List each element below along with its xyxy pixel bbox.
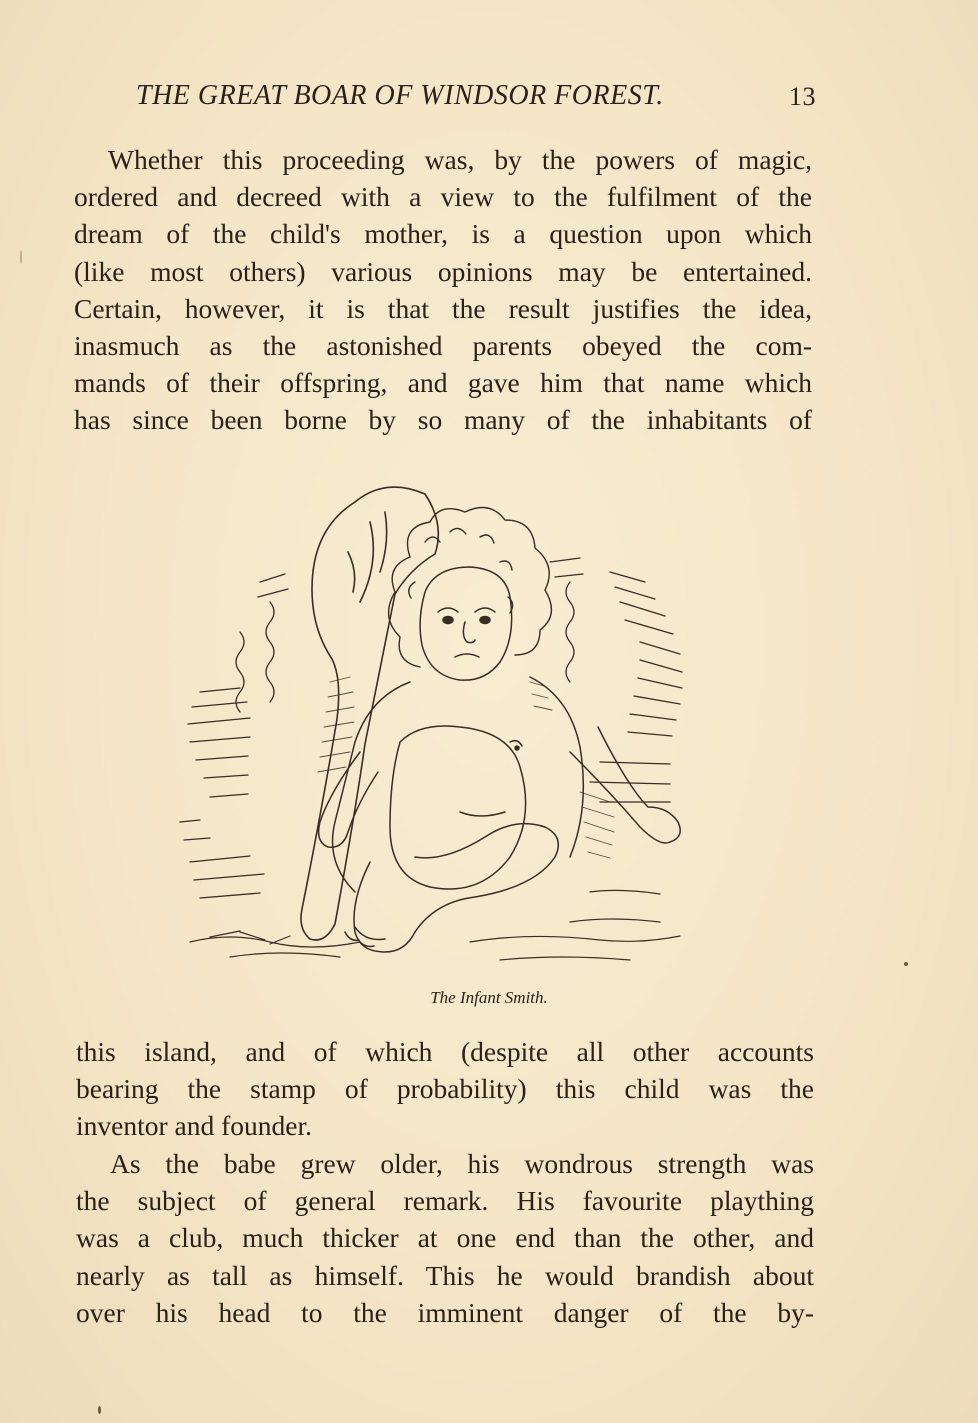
text-line: bearing the stamp of probability) this child was the xyxy=(76,1073,814,1105)
text-line: has since been borne by so many of the inhabitants of xyxy=(74,404,812,436)
text-line: was a club, much thicker at one end than the other, and xyxy=(76,1222,814,1254)
text-line: this island, and of which (despite all other accounts xyxy=(76,1036,814,1067)
page-number: 13 xyxy=(789,82,816,111)
paragraph-2 xyxy=(76,1033,814,1145)
text-line: the subject of general remark. His favourite plaything xyxy=(76,1185,814,1217)
paper-speck xyxy=(904,962,908,966)
text-line: nearly as tall as himself. This he would brandish about xyxy=(76,1259,814,1291)
hatching-right xyxy=(550,558,682,802)
text-line: inventor and founder. xyxy=(76,1110,312,1142)
running-title: THE GREAT BOAR OF WINDSOR FOREST. xyxy=(136,80,664,111)
illustration-infant-smith xyxy=(170,462,700,982)
text-line: (like most others) various opinions may be entertained. xyxy=(74,255,812,287)
ground xyxy=(190,890,680,960)
paragraph-3 xyxy=(76,1145,814,1331)
paper-speck xyxy=(98,1406,101,1414)
text-line: As the babe grew older, his wondrous strength was xyxy=(110,1148,814,1179)
text-line: Whether this proceeding was, by the powers of magic, xyxy=(108,144,812,175)
text-line: over his head to the imminent danger of the by- xyxy=(76,1296,814,1328)
paper-speck xyxy=(20,250,22,264)
engraving-image xyxy=(170,462,700,982)
hatching-left xyxy=(180,574,288,898)
face xyxy=(420,567,512,680)
text-line: mands of their offspring, and gave him that name which xyxy=(74,367,812,399)
figure-caption: The Infant Smith. xyxy=(430,988,548,1007)
text-line: ordered and decreed with a view to the fulfilment of the xyxy=(74,181,812,213)
text-line: dream of the child's mother, is a question upon which xyxy=(74,218,812,250)
paragraph-1 xyxy=(74,141,812,439)
text-line: Certain, however, it is that the result justifies the idea, xyxy=(74,292,812,324)
shading xyxy=(318,677,614,858)
body xyxy=(319,677,681,952)
text-line: inasmuch as the astonished parents obeyed the com- xyxy=(74,330,812,362)
